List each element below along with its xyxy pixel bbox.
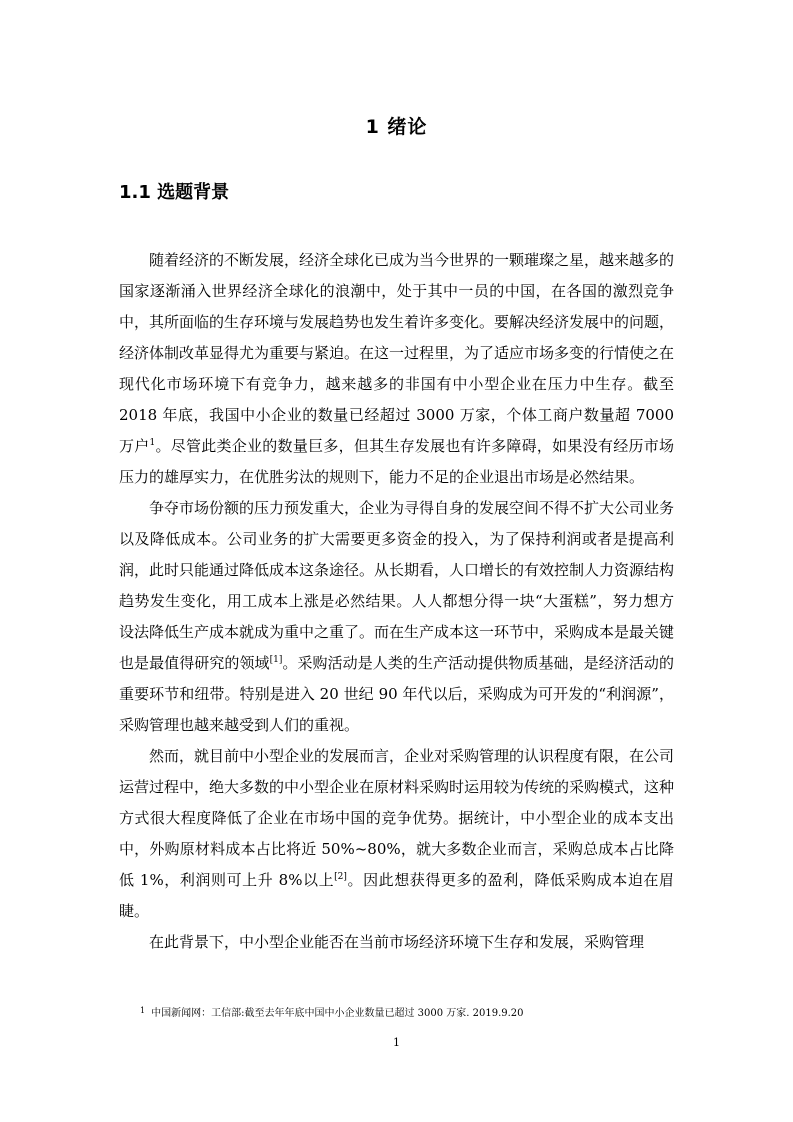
paragraph-3	[119, 741, 674, 927]
page-number: 1	[393, 1036, 400, 1049]
chapter-title: 1 绪论	[365, 116, 428, 138]
footnote	[140, 1004, 524, 1021]
footnote-mark: 1	[140, 1006, 146, 1015]
paragraph-text: 随着经济的不断发展，经济全球化已成为当今世界的一颗璀璨之星，越来越多的国家逐渐涌入世界经济全球化的浪潮中，处于其中一员的中国，在各国的激烈竞争中，其所面临的生存环境与发展趋势也发生着许多变化。要解决经济发展中的问题，经济体制改革显得尤为重要与紧迫。在这一过程里，为了适应市场多变的行情使之在现代化市场环境下有竞争力，越来越多的非国有中小型企业在压力中生存。截至 2018 年底，我国中小企业的数量已经超过 3000 万家，个体工商户数量超 7000 万户	[119, 251, 675, 455]
paragraph-text: 在此背景下，中小型企业能否在当前市场经济环境下生存和发展，采购管理	[149, 933, 645, 951]
body-text	[119, 245, 674, 958]
paragraph-text: 然而，就目前中小型企业的发展而言，企业对采购管理的认识程度有限，在公司运营过程中，绝大多数的中小型企业在原材料采购时运用较为传统的采购模式，这种方式很大程度降低了企业在市场中国的竞争优势。据统计，中小型企业的成本支出中，外购原材料成本占比将近 50%~80%，就大多数企业而言，采购总成本占比降低 1%，利润则可上升 8%以上	[119, 747, 675, 889]
paragraph-4	[119, 927, 674, 958]
paragraph-2	[119, 493, 674, 741]
footnote-reference: 1	[149, 438, 156, 448]
paragraph-text: 。尽管此类企业的数量巨多，但其生存发展也有许多障碍，如果没有经历市场压力的雄厚实力，在优胜劣汰的规则下，能力不足的企业退出市场是必然结果。	[119, 437, 674, 486]
paragraph-text: 争夺市场份额的压力预发重大，企业为寻得自身的发展空间不得不扩大公司业务以及降低成本。公司业务的扩大需要更多资金的投入，为了保持利润或者是提高利润，此时只能通过降低成本这条途径。从长期看，人口增长的有效控制人力资源结构趋势发生变化，用工成本上涨是必然结果。人人都想分得一块“大蛋糕”，努力想方设法降低生产成本就成为重中之重了。而在生产成本这一环节中，采购成本是最关键也是最值得研究的领域	[119, 499, 675, 672]
citation-reference: [1]	[269, 655, 283, 665]
paragraph-text: 。采购活动是人类的生产活动提供物质基础，是经济活动的重要环节和纽带。特别是进入 20 世纪 90 年代以后，采购成为可开发的“利润源”，采购管理也越来越受到人们的重视。	[119, 654, 674, 734]
paragraph-1	[119, 245, 674, 493]
footnote-text: 中国新闻网：工信部:截至去年年底中国中小企业数量已超过 3000 万家. 2019.9.20	[151, 1008, 524, 1019]
section-title: 1.1 选题背景	[119, 182, 230, 203]
citation-reference: [2]	[334, 872, 347, 882]
paragraph-text: 。因此想获得更多的盈利，降低采购成本迫在眉睫。	[119, 871, 674, 920]
